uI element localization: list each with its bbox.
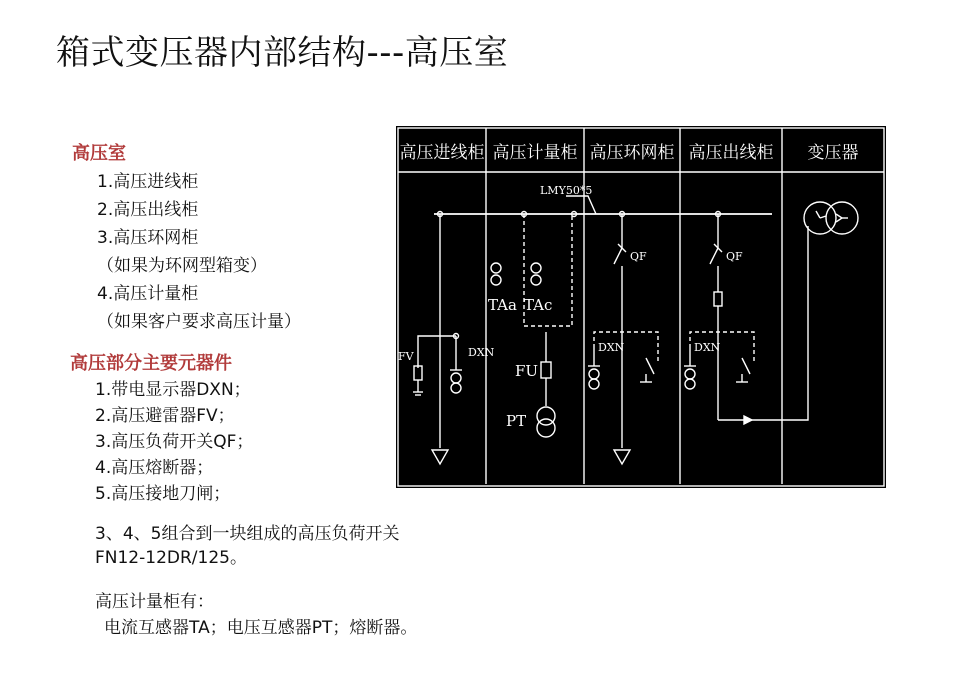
earthing-switch-symbol <box>646 358 654 374</box>
column-header: 高压环网柜 <box>589 143 675 163</box>
fu-label: FU <box>515 362 539 380</box>
list-item: （如果为环网型箱变） <box>97 256 267 276</box>
busbar-leader <box>566 196 596 214</box>
qf-label: QF <box>630 250 647 263</box>
qf-switch-symbol <box>710 248 718 264</box>
list-item: 1.高压进线柜 <box>97 172 199 192</box>
ta-symbol <box>531 263 541 273</box>
ground-triangle-symbol <box>432 450 448 464</box>
fuse-symbol <box>714 292 722 306</box>
metering-line: 电流互感器TA；电压互感器PT；熔断器。 <box>104 618 418 638</box>
list-item: 2.高压避雷器FV； <box>95 406 235 426</box>
column-header: 高压进线柜 <box>399 143 485 163</box>
dxn-label: DXN <box>468 346 495 359</box>
page-title: 箱式变压器内部结构---高压室 <box>56 33 509 73</box>
earthing-switch-symbol <box>742 358 750 374</box>
list-item: 4.高压计量柜 <box>97 284 199 304</box>
list-item: 3.高压负荷开关QF； <box>95 432 254 452</box>
qf-switch-symbol <box>614 248 622 264</box>
metering-line: 高压计量柜有： <box>95 592 214 612</box>
diagram-border <box>398 128 884 486</box>
tac-label: TAc <box>524 296 553 314</box>
list-item: 3.高压环网柜 <box>97 228 199 248</box>
dxn-indicator-symbol <box>451 373 461 383</box>
list-item: 1.带电显示器DXN； <box>95 380 251 400</box>
busbar-label: LMY50*5 <box>540 184 593 197</box>
column-header: 高压计量柜 <box>492 143 578 163</box>
fuse-fu-symbol <box>541 362 551 378</box>
list-item: 5.高压接地刀闸； <box>95 484 231 504</box>
arrester-fv-symbol <box>414 366 422 380</box>
dxn-label: DXN <box>598 341 625 354</box>
list-item: （如果客户要求高压计量） <box>97 312 301 332</box>
fv-label: FV <box>398 350 414 363</box>
ground-triangle-symbol <box>614 450 630 464</box>
column-header: 变压器 <box>807 143 859 163</box>
branch-line <box>418 336 456 368</box>
ta-symbol <box>491 263 501 273</box>
qf-label: QF <box>726 250 743 263</box>
list-item: 2.高压出线柜 <box>97 200 199 220</box>
circuit-diagram <box>396 126 886 488</box>
components-heading: 高压部分主要元器件 <box>70 353 232 374</box>
dxn-label: DXN <box>694 341 721 354</box>
note-line: 3、4、5组合到一块组成的高压负荷开关 <box>95 524 400 544</box>
column-header: 高压出线柜 <box>688 143 774 163</box>
note-line: FN12-12DR/125。 <box>95 548 247 568</box>
taa-label: TAa <box>488 296 517 314</box>
pt-label: PT <box>506 412 527 430</box>
list-item: 4.高压熔断器； <box>95 458 214 478</box>
room-heading: 高压室 <box>72 143 126 164</box>
